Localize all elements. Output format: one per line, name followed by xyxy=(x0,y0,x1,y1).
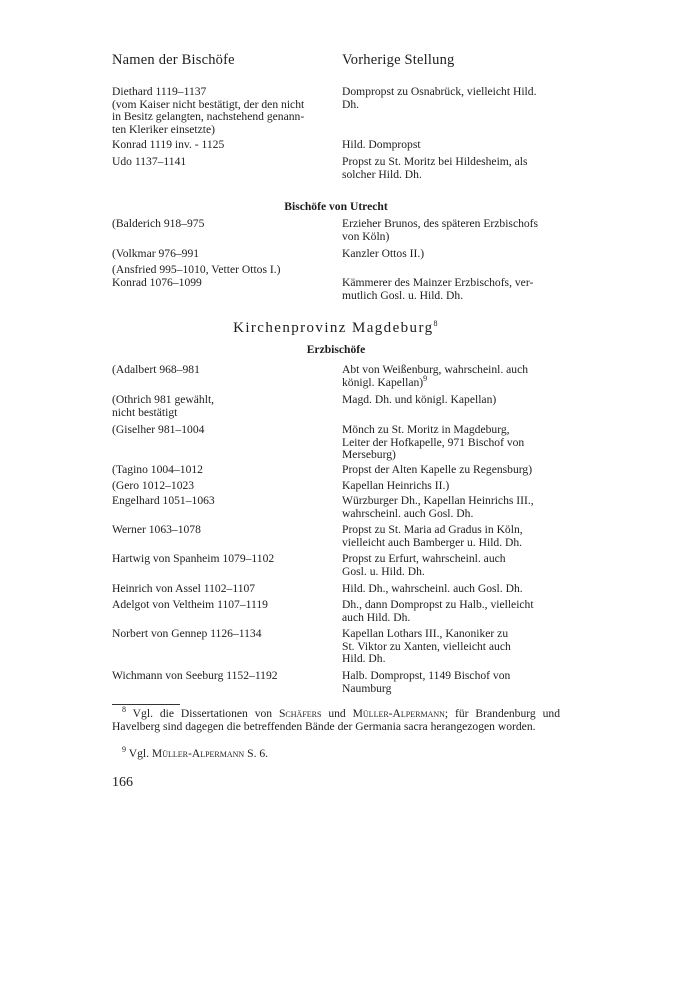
footnote-author: Müller-Alpermann xyxy=(352,707,445,720)
previous-position: Magd. Dh. und königl. Kapellan) xyxy=(342,393,497,406)
footnote-text: S. 6. xyxy=(244,747,269,760)
bishop-name: Konrad 1076–1099 xyxy=(112,276,202,289)
previous-position-text: Abt von Weißenburg, wahrscheinl. auch königl. Kapellan) xyxy=(342,363,529,389)
previous-position xyxy=(342,364,560,389)
bishop-name: (Ansfried 995–1010, Vetter Ottos I.) xyxy=(112,263,281,276)
previous-position: Mönch zu St. Moritz in Magdeburg, Leiter der Hofkapelle, 971 Bischof von Merseburg) xyxy=(342,423,525,462)
previous-position: Kämmerer des Mainzer Erzbischofs, ver- mutlich Gosl. u. Hild. Dh. xyxy=(342,276,534,302)
previous-position: Kanzler Ottos II.) xyxy=(342,247,425,260)
footnote-ref: 9 xyxy=(423,373,428,383)
page-number: 166 xyxy=(112,775,133,790)
previous-position: Propst zu St. Maria ad Gradus in Köln, vielleicht auch Bamberger u. Hild. Dh. xyxy=(342,523,523,549)
previous-position: Halb. Dompropst, 1149 Bischof von Naumburg xyxy=(342,669,511,695)
bishop-name: (Gero 1012–1023 xyxy=(112,479,195,492)
bishop-name: Norbert von Gennep 1126–1134 xyxy=(112,627,262,640)
previous-position: Propst der Alten Kapelle zu Regensburg) xyxy=(342,463,533,476)
footnote-text: und xyxy=(321,707,353,720)
footnote-8 xyxy=(112,705,560,733)
bishop-name: Heinrich von Assel 1102–1107 xyxy=(112,582,256,595)
footnote-ref: 8 xyxy=(433,319,439,328)
previous-position: Kapellan Heinrichs II.) xyxy=(342,479,450,492)
footnote-9 xyxy=(112,745,560,761)
bishop-name: Konrad 1119 inv. - 1125 xyxy=(112,138,225,151)
bishop-name: Diethard 1119–1137 (vom Kaiser nicht bestätigt, der den nicht in Besitz gelangten, nachstehend genann- ten Kleriker einsetzte) xyxy=(112,85,305,136)
province-title: Kirchenprovinz Magdeburg xyxy=(233,320,434,336)
bishop-name: Werner 1063–1078 xyxy=(112,523,201,536)
footnote-text: Vgl. die Dissertationen von xyxy=(132,707,279,720)
bishop-name: Adelgot von Veltheim 1107–1119 xyxy=(112,598,268,611)
footnote-text: ; für Brandenburg und Havelberg sind dagegen die betreffenden Bände der Germania sacra herangezogen worden. xyxy=(112,707,560,733)
bishop-name: Udo 1137–1141 xyxy=(112,155,187,168)
previous-position: Propst zu Erfurt, wahrscheinl. auch Gosl. u. Hild. Dh. xyxy=(342,552,506,578)
previous-position: Propst zu St. Moritz bei Hildesheim, als solcher Hild. Dh. xyxy=(342,155,528,181)
section-heading-utrecht: Bischöfe von Utrecht xyxy=(284,200,388,213)
bishop-name: (Balderich 918–975 xyxy=(112,217,205,230)
footnote-mark: 9 xyxy=(122,745,126,755)
previous-position: Hild. Dh., wahrscheinl. auch Gosl. Dh. xyxy=(342,582,523,595)
previous-position: Kapellan Lothars III., Kanoniker zu St. Viktor zu Xanten, vielleicht auch Hild. Dh. xyxy=(342,627,511,666)
bishop-name: (Othrich 981 gewählt, nicht bestätigt xyxy=(112,393,215,419)
previous-position: Würzburger Dh., Kapellan Heinrichs III., wahrscheinl. auch Gosl. Dh. xyxy=(342,494,534,520)
bishop-name: Hartwig von Spanheim 1079–1102 xyxy=(112,552,275,565)
bishop-name: Engelhard 1051–1063 xyxy=(112,494,215,507)
footnote-text: Vgl. xyxy=(128,747,152,760)
bishop-name: (Giselher 981–1004 xyxy=(112,423,205,436)
column-header-previous-position: Vorherige Stellung xyxy=(342,52,455,68)
previous-position: Dh., dann Dompropst zu Halb., vielleicht auch Hild. Dh. xyxy=(342,598,534,624)
previous-position: Hild. Dompropst xyxy=(342,138,421,151)
footnote-author: Schäfers xyxy=(278,707,322,720)
footnote-mark: 8 xyxy=(122,705,126,715)
province-heading xyxy=(112,320,560,337)
bishop-name: Wichmann von Seeburg 1152–1192 xyxy=(112,669,278,682)
section-heading-archbishops: Erzbischöfe xyxy=(306,343,366,356)
bishop-name: (Tagino 1004–1012 xyxy=(112,463,203,476)
footnote-author: Müller-Alpermann xyxy=(151,747,245,760)
previous-position: Dompropst zu Osnabrück, vielleicht Hild. Dh. xyxy=(342,85,537,111)
column-header-names: Namen der Bischöfe xyxy=(112,52,235,68)
bishop-name: (Adalbert 968–981 xyxy=(112,363,200,376)
previous-position: Erzieher Brunos, des späteren Erzbischofs von Köln) xyxy=(342,217,539,243)
bishop-name: (Volkmar 976–991 xyxy=(112,247,200,260)
